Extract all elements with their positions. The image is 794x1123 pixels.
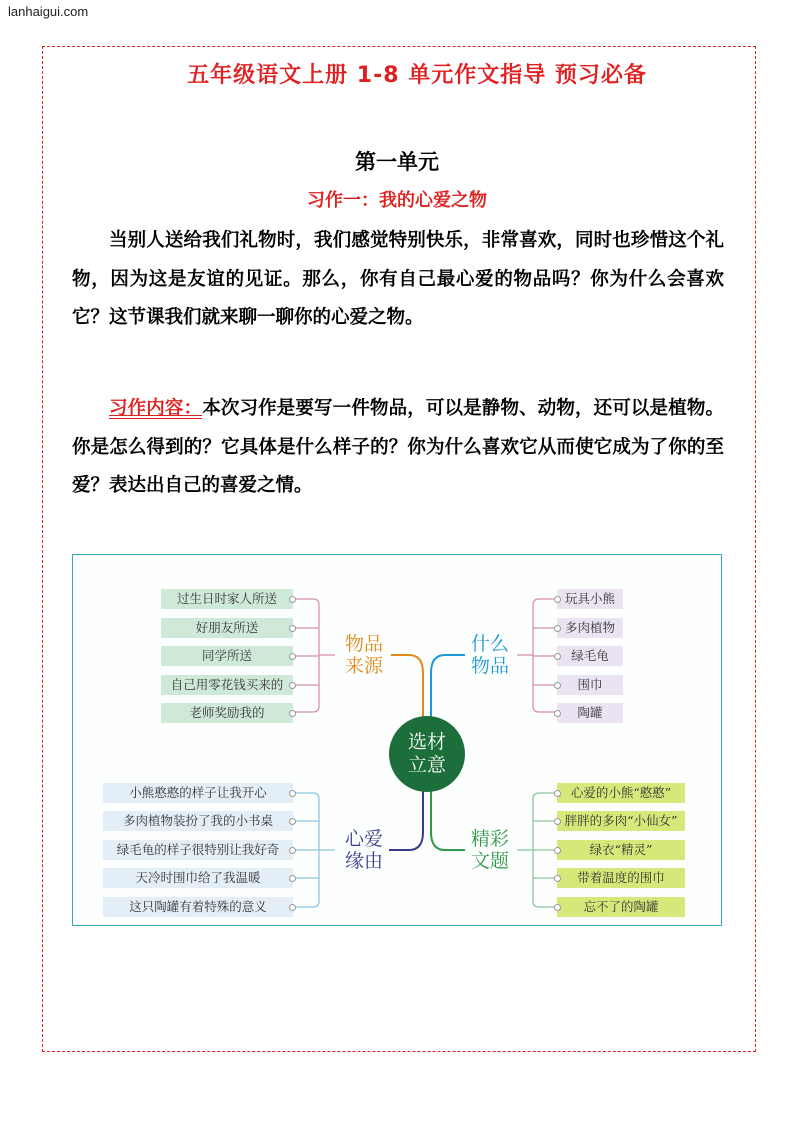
connector-dot: [554, 710, 561, 717]
connector-dot: [554, 875, 561, 882]
branch-source-line1: 物品: [344, 633, 383, 655]
item-type: 绿毛龟: [557, 646, 623, 666]
connector-dot: [289, 710, 296, 717]
item-type: 玩具小熊: [557, 589, 623, 609]
branch-reason: [339, 828, 389, 872]
source-item: 过生日时家人所送: [161, 589, 293, 609]
content-label: 习作内容：: [109, 398, 203, 419]
intro-paragraph: 当别人送给我们礼物时，我们感觉特别快乐，非常喜欢，同时也珍惜这个礼物，因为这是友谊的见证。那么，你有自己最心爱的物品吗？你为什么会喜欢它？这节课我们就来聊一聊你的心爱之物。: [72, 230, 724, 328]
connector-dot: [289, 682, 296, 689]
connector-dot: [554, 653, 561, 660]
branch-source: [339, 633, 389, 677]
branch-topics: [465, 828, 515, 872]
center-node: [389, 716, 465, 792]
branch-reason-line1: 心爱: [344, 828, 383, 850]
topic-item: 带着温度的围巾: [557, 868, 685, 888]
connector-dot: [289, 653, 296, 660]
connector-dot: [554, 818, 561, 825]
item-type: 围巾: [557, 675, 623, 695]
mind-map: [72, 554, 722, 926]
branch-what-line2: 物品: [470, 655, 509, 677]
reason-item: 多肉植物装扮了我的小书桌: [103, 811, 293, 831]
connector-dot: [554, 847, 561, 854]
source-item: 好朋友所送: [161, 618, 293, 638]
connector-dot: [289, 818, 296, 825]
connector-dot: [554, 625, 561, 632]
content-text: 本次习作是要写一件物品，可以是静物、动物，还可以是植物。你是怎么得到的？它具体是什么样子的？你为什么喜欢它从而使它成为了你的至爱？表达出自己的喜爱之情。: [72, 398, 724, 496]
branch-what-line1: 什么: [470, 633, 509, 655]
center-line1: 选材: [407, 731, 446, 753]
branch-reason-line2: 缘由: [344, 850, 383, 872]
essay-subtitle: 习作一：我的心爱之物: [307, 190, 487, 211]
center-line2: 立意: [407, 754, 446, 776]
connector-dot: [289, 790, 296, 797]
page-title: 五年级语文上册 1-8 单元作文指导 预习必备: [187, 63, 647, 88]
connector-dot: [289, 904, 296, 911]
connector-dot: [289, 625, 296, 632]
source-item: 自己用零花钱买来的: [161, 675, 293, 695]
connector-dot: [289, 596, 296, 603]
connector-dot: [554, 904, 561, 911]
reason-item: 绿毛龟的样子很特别让我好奇: [103, 840, 293, 860]
topic-item: 绿衣“精灵”: [557, 840, 685, 860]
unit-heading: 第一单元: [355, 150, 439, 174]
reason-item: 这只陶罐有着特殊的意义: [103, 897, 293, 917]
connector-dot: [554, 790, 561, 797]
item-type: 陶罐: [557, 703, 623, 723]
reason-item: 天冷时围巾给了我温暖: [103, 868, 293, 888]
topic-item: 心爱的小熊“憨憨”: [557, 783, 685, 803]
source-item: 同学所送: [161, 646, 293, 666]
source-item: 老师奖励我的: [161, 703, 293, 723]
branch-source-line2: 来源: [344, 655, 383, 677]
item-type: 多肉植物: [557, 618, 623, 638]
reason-item: 小熊憨憨的样子让我开心: [103, 783, 293, 803]
content-paragraph: [72, 390, 724, 506]
branch-topics-line1: 精彩: [470, 828, 509, 850]
branch-topics-line2: 文题: [470, 850, 509, 872]
topic-item: 胖胖的多肉“小仙女”: [557, 811, 685, 831]
connector-dot: [554, 682, 561, 689]
connector-dot: [289, 847, 296, 854]
connector-dot: [554, 596, 561, 603]
site-url: lanhaigui.com: [8, 4, 89, 19]
connector-dot: [289, 875, 296, 882]
branch-what: [465, 633, 515, 677]
topic-item: 忘不了的陶罐: [557, 897, 685, 917]
